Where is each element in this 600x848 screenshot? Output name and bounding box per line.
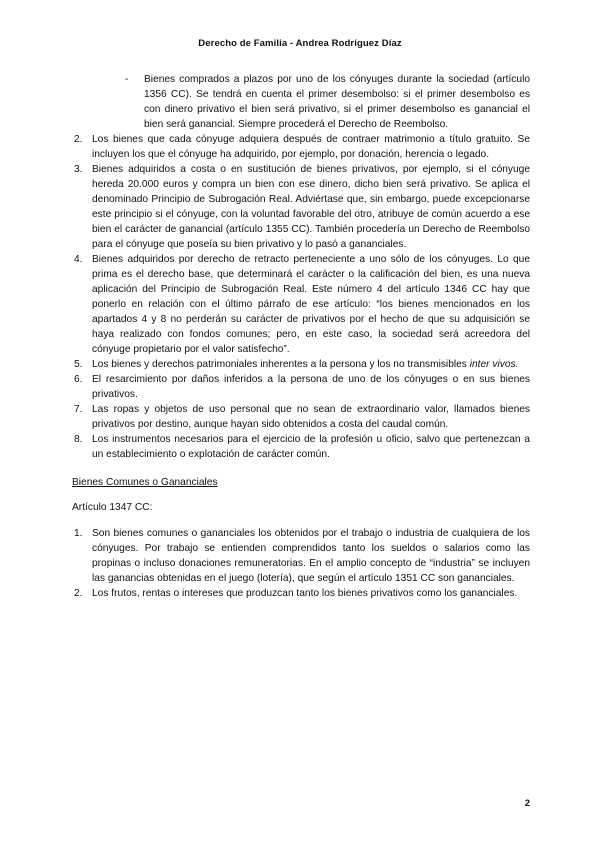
list-item-text: Los bienes y derechos patrimoniales inherentes a la persona y los no transmisibles <box>92 359 467 370</box>
page-content <box>72 72 530 601</box>
list-item-text: Los bienes que cada cónyuge adquiera después de contraer matrimonio a título gratuito. Se incluyen los que el cónyuge ha adquirido, por ejemplo, por donación, herencia o legado. <box>92 134 530 160</box>
section-heading: Bienes Comunes o Gananciales <box>72 477 218 488</box>
list-item <box>72 357 530 372</box>
list-item-number: 2. <box>74 134 83 145</box>
list-item <box>72 402 530 432</box>
list-item <box>72 372 530 402</box>
sub-list-item <box>125 72 530 132</box>
list-item <box>72 586 530 601</box>
list-item-number: 6. <box>74 374 83 385</box>
common-goods-list <box>72 526 530 601</box>
list-item-text: Los instrumentos necesarios para el ejercicio de la profesión u oficio, salvo que pertenezcan a un establecimiento o explotación de carácter común. <box>92 434 530 460</box>
dash-bullet: - <box>125 74 129 85</box>
list-item-number: 5. <box>74 359 83 370</box>
list-item-number: 4. <box>74 254 83 265</box>
list-item-number: 3. <box>74 164 83 175</box>
page-number: 2 <box>524 798 530 809</box>
list-item <box>72 162 530 252</box>
list-item <box>72 132 530 162</box>
sub-list-item-text: Bienes comprados a plazos por uno de los cónyuges durante la sociedad (artículo 1356 CC). Se tendrá en cuenta el primer desembolso: si el primer desembolso es con dinero privativo el bien será privativo, si el primer desembolso es ganancial el bien será ganancial. Siempre procederá el Derecho de Reembolso. <box>144 74 530 130</box>
page-header: Derecho de Familia - Andrea Rodríguez Díaz <box>198 38 402 49</box>
list-item <box>72 526 530 586</box>
list-item <box>72 432 530 462</box>
list-item-italic-text: inter vivos. <box>469 359 519 370</box>
list-item-number: 1. <box>74 528 83 539</box>
list-item-text: Las ropas y objetos de uso personal que no sean de extraordinario valor, llamados bienes privativos por destino, aunque hayan sido obtenidos a costa del caudal común. <box>92 404 530 430</box>
privative-goods-list <box>72 132 530 462</box>
list-item-text: Bienes adquiridos a costa o en sustitución de bienes privativos, por ejemplo, si el cónyuge hereda 20.000 euros y compra un bien con ese dinero, dicho bien será privativo. Se aplica el denominado Principio de Subrogación Real. Adviértase que, sin embargo, puede excepcionarse este principio si el cónyuge, con la voluntad favorable del otro, atribuye de común acuerdo a ese bien el carácter de ganancial (artículo 1355 CC). También procedería un Derecho de Reembolso para el cónyuge que poseía su bien privativo y lo pasó a gananciales. <box>92 164 530 250</box>
list-item-number: 7. <box>74 404 83 415</box>
list-item-text: El resarcimiento por daños inferidos a la persona de uno de los cónyuges o en sus bienes privativos. <box>92 374 530 400</box>
list-item-text: Los frutos, rentas o intereses que produzcan tanto los bienes privativos como los gananciales. <box>92 588 518 599</box>
list-item-text: Bienes adquiridos por derecho de retracto perteneciente a uno sólo de los cónyuges. Lo que prima es el derecho base, que determinará el carácter o la calificación del bien, es una nueva aplicación del Principio de Subrogación Real. Este número 4 del artículo 1346 CC hay que ponerlo en relación con el último párrafo de ese artículo: “los bienes mencionados en los apartados 4 y 8 no perderán su carácter de privativos por el hecho de que su adquisición se haya realizado con fondos comunes; pero, en este caso, la sociedad será acreedora del cónyuge propietario por el valor satisfecho”. <box>92 254 530 355</box>
list-item-text: Son bienes comunes o gananciales los obtenidos por el trabajo o industria de cualquiera de los cónyuges. Por trabajo se entienden comprendidos tanto los sueldos o salarios como las propinas o incluso donaciones remuneratorias. En el amplio concepto de “industria” se incluyen las ganancias obtenidas en el juego (lotería), que según el artículo 1351 CC son gananciales. <box>92 528 530 584</box>
list-item-number: 2. <box>74 588 83 599</box>
list-item <box>72 252 530 357</box>
list-item-number: 8. <box>74 434 83 445</box>
article-label: Artículo 1347 CC: <box>72 502 153 513</box>
